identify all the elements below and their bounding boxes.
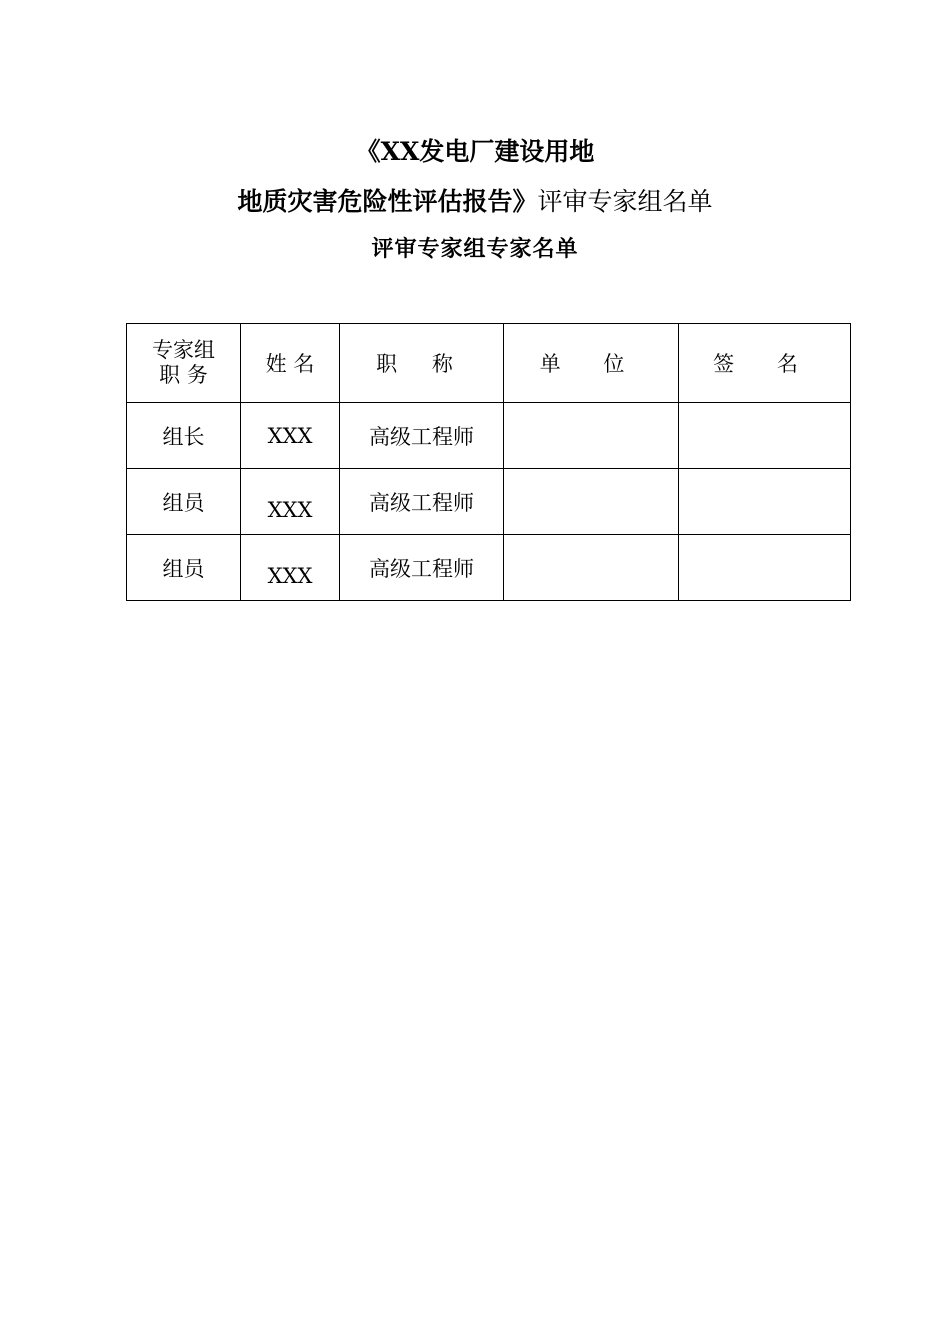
document-subtitle: 评审专家组专家名单 [371, 236, 579, 262]
table-row [127, 469, 851, 535]
cell-name [241, 469, 340, 535]
cell-name: XXX [241, 403, 340, 469]
table-row [127, 403, 851, 469]
document-title-line-1: 《XX发电厂建设用地 [355, 137, 595, 166]
title-line-2-rest: 评审专家组名单 [537, 187, 713, 216]
cell-unit [504, 535, 679, 601]
cell-title: 高级工程师 [340, 469, 504, 535]
header-role-line-2: 职 务 [159, 363, 208, 387]
cell-signature [679, 535, 851, 601]
cell-name [241, 535, 340, 601]
cell-unit [504, 403, 679, 469]
cell-title: 高级工程师 [340, 403, 504, 469]
cell-signature [679, 469, 851, 535]
cell-title: 高级工程师 [340, 535, 504, 601]
expert-list-table [126, 323, 851, 601]
table-header-row [127, 324, 851, 403]
cell-role: 组长 [127, 403, 241, 469]
header-unit: 单 位 [504, 324, 679, 403]
cell-signature [679, 403, 851, 469]
header-title: 职 称 [340, 324, 504, 403]
title-line-2-bold: 地质灾害危险性评估报告》 [237, 187, 538, 216]
header-role [127, 324, 241, 403]
cell-role: 组员 [127, 469, 241, 535]
header-role-line-1: 专家组 [152, 338, 215, 362]
header-signature: 签 名 [679, 324, 851, 403]
cell-role: 组员 [127, 535, 241, 601]
cell-name-text: XXX [267, 564, 313, 588]
document-title-line-2 [0, 182, 950, 218]
table-row [127, 535, 851, 601]
cell-unit [504, 469, 679, 535]
header-name: 姓 名 [241, 324, 340, 403]
cell-name-text: XXX [267, 498, 313, 522]
